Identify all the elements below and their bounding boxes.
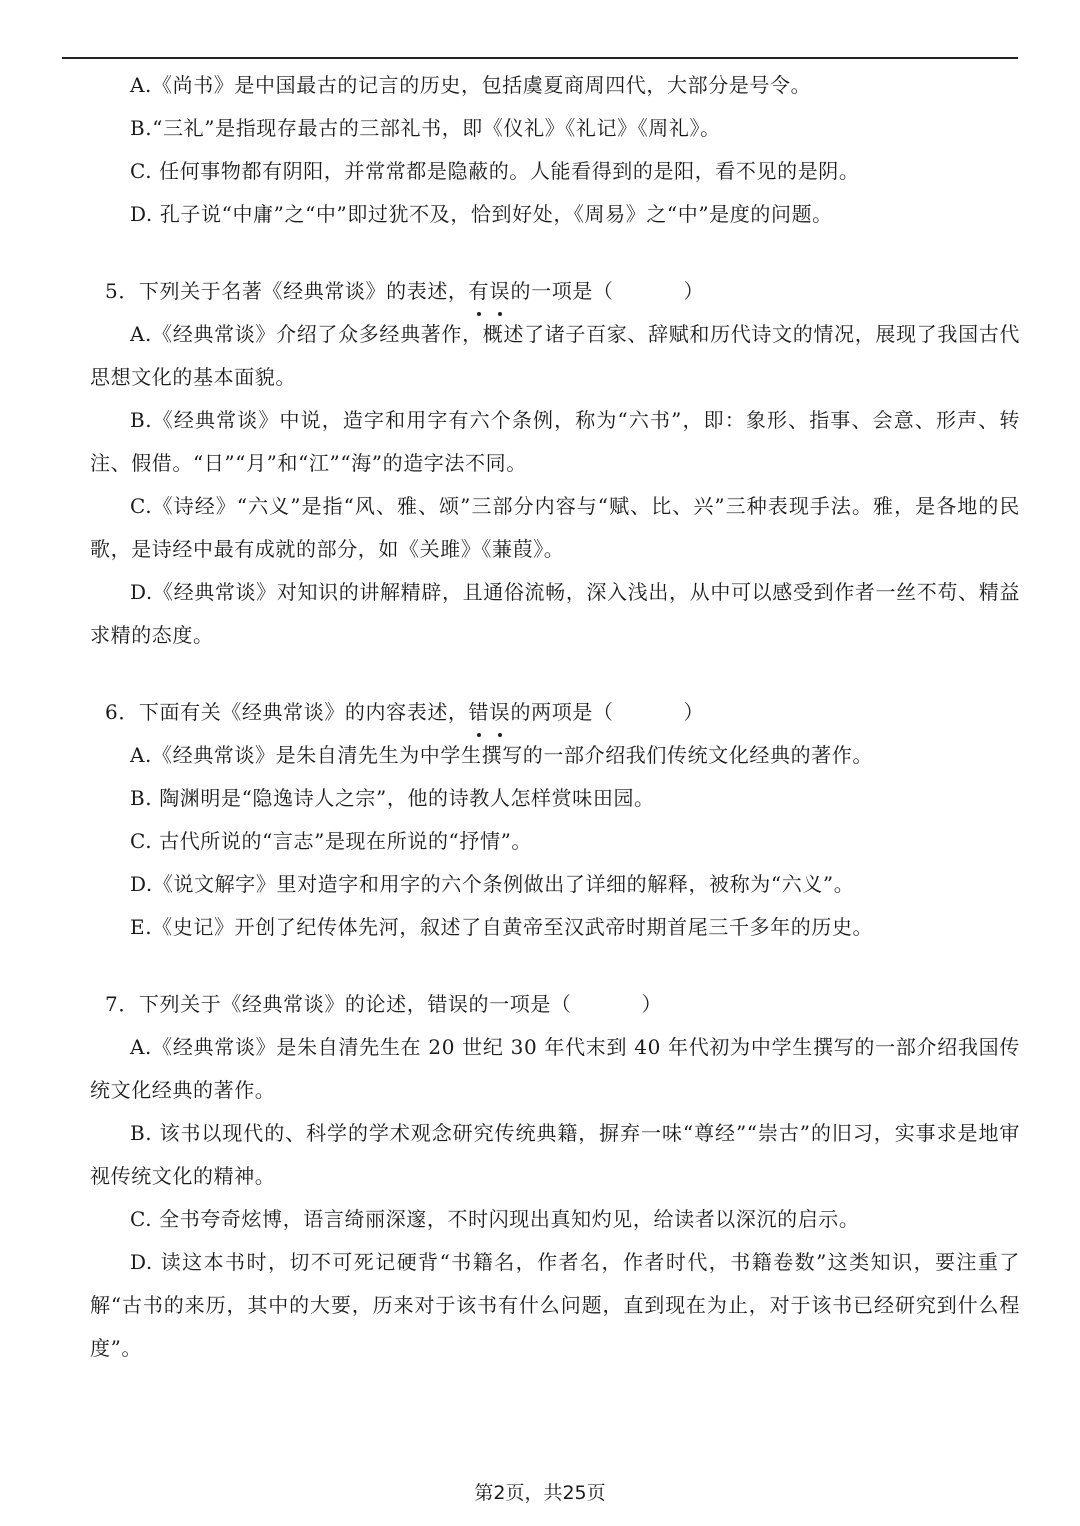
q7-option-a: A.《经典常谈》是朱自清先生在 20 世纪 30 年代末到 40 年代初为中学生撰写的一部介绍我国传统文化经典的著作。 [90,1035,1020,1102]
question-7 [90,983,1020,1370]
q4-option-c: C. 任何事物都有阴阳，并常常都是隐蔽的。人能看得到的是阳，看不见的是阴。 [130,159,860,183]
q5-stem-suffix: 的一项是（ [510,279,614,303]
q6-stem-prefix: 6．下面有关《经典常谈》的内容表述， [105,700,469,724]
q6-option-d: D.《说文解字》里对造字和用字的六个条例做出了详细的解释，被称为“六义”。 [130,872,855,896]
emphasis-char: 错 [469,691,490,734]
q4-option-a: A.《尚书》是中国最古的记言的历史，包括虞夏商周四代，大部分是号令。 [130,73,812,97]
header-rule [62,57,1018,59]
q6-option-c: C. 古代所说的“言志”是现在所说的“抒情”。 [130,829,533,853]
emphasis-char: 有 [469,270,490,313]
q7-option-c: C. 全书夸奇炫博，语言绮丽深邃，不时闪现出真知灼见，给读者以深沉的启示。 [130,1207,860,1231]
q5-emphasis [469,279,511,303]
q4-option-d: D. 孔子说“中庸”之“中”即过犹不及，恰到好处，《周易》之“中”是度的问题。 [130,202,833,226]
q5-stem [90,270,1020,313]
q5-option-b: B.《经典常谈》中说，造字和用字有六个条例，称为“六书”，即：象形、指事、会意、形声、转注、假借。“日”“月”和“江”“海”的造字法不同。 [90,408,1020,475]
q6-stem [90,691,1020,734]
q5-stem-prefix: 5．下列关于名著《经典常谈》的表述， [105,279,469,303]
q7-option-b: B. 该书以现代的、科学的学术观念研究传统典籍，摒弃一味“尊经”“崇古”的旧习，实事求是地审视传统文化的精神。 [90,1121,1020,1188]
exam-page [90,64,1020,1370]
q5-option-c: C.《诗经》“六义”是指“风、雅、颂”三部分内容与“赋、比、兴”三种表现手法。雅，是各地的民歌，是诗经中最有成就的部分，如《关雎》《蒹葭》。 [90,494,1020,561]
q7-option-d: D. 读这本书时，切不可死记硬背“书籍名，作者名，作者时代，书籍卷数”这类知识，要注重了解“古书的来历，其中的大要，历来对于该书有什么问题，直到现在为止，对于该书已经研究到什么程度”。 [90,1250,1020,1360]
question-4-options [90,64,1020,236]
q4-option-b: B.“三礼”是指现存最古的三部礼书，即《仪礼》《礼记》《周礼》。 [130,116,721,140]
q7-stem-close: ） [641,992,663,1016]
page-footer: 第2页，共25页 [474,1482,606,1504]
q7-stem [90,983,1020,1026]
q7-stem-text: 7．下列关于《经典常谈》的论述，错误的一项是（ [105,992,572,1016]
question-6 [90,691,1020,949]
emphasis-char: 误 [490,691,511,734]
emphasis-char: 误 [490,270,511,313]
q5-option-d: D.《经典常谈》对知识的讲解精辟，且通俗流畅，深入浅出，从中可以感受到作者一丝不苟、精益求精的态度。 [90,580,1020,647]
q5-option-a: A.《经典常谈》介绍了众多经典著作，概述了诸子百家、辞赋和历代诗文的情况，展现了我国古代思想文化的基本面貌。 [90,322,1020,389]
q6-option-a: A.《经典常谈》是朱自清先生为中学生撰写的一部介绍我们传统文化经典的著作。 [130,743,873,767]
q6-emphasis [469,700,511,724]
q6-option-b: B. 陶渊明是“隐逸诗人之宗”，他的诗教人怎样赏味田园。 [130,786,655,810]
q5-stem-close: ） [683,279,705,303]
q6-option-e: E.《史记》开创了纪传体先河，叙述了自黄帝至汉武帝时期首尾三千多年的历史。 [130,915,874,939]
q6-stem-suffix: 的两项是（ [510,700,614,724]
q6-stem-close: ） [683,700,705,724]
question-5 [90,270,1020,657]
